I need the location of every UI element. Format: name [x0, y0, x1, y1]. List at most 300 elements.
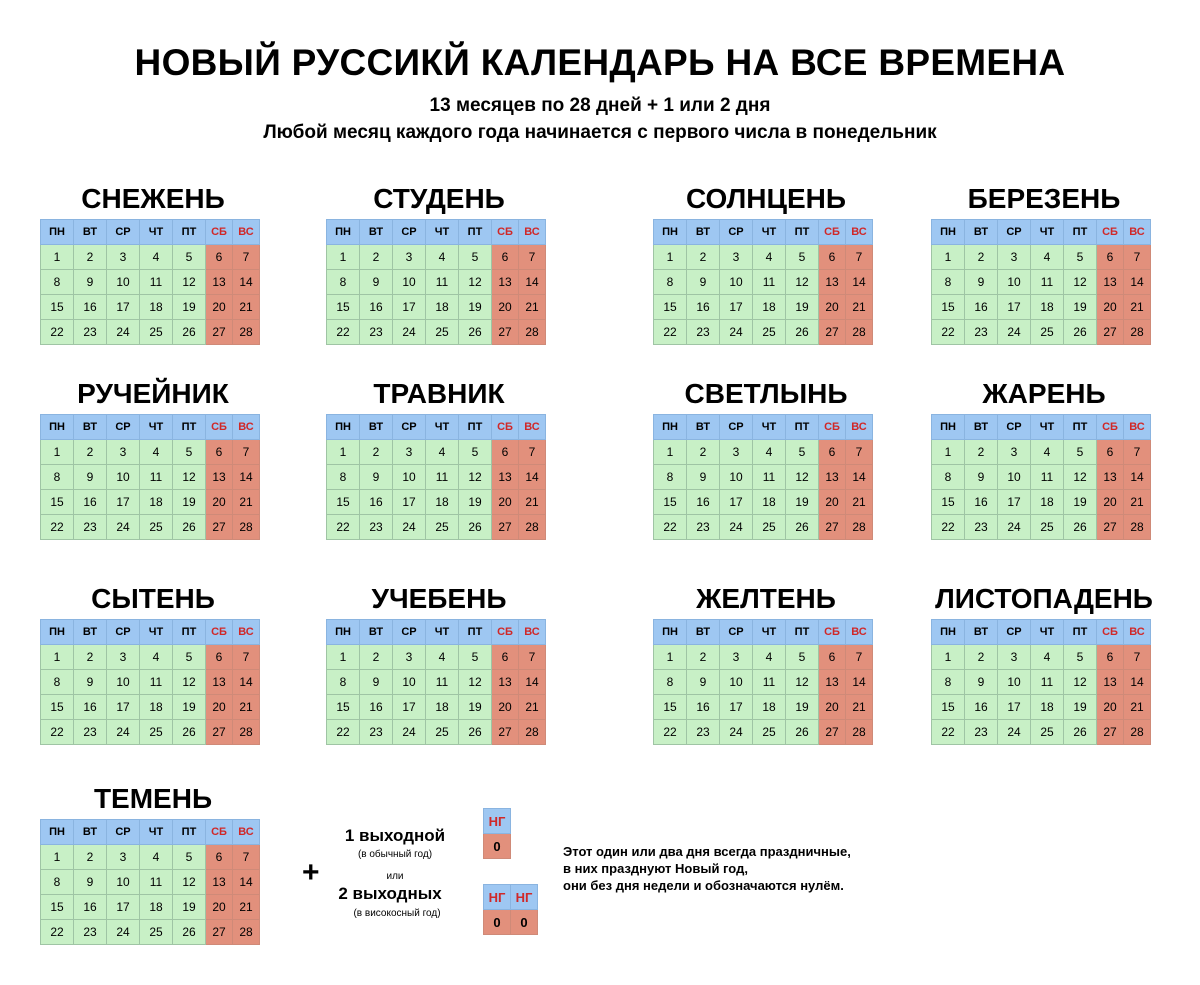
- day-cell: 20: [492, 490, 519, 515]
- day-cell: 15: [654, 490, 687, 515]
- day-cell: 15: [932, 490, 965, 515]
- week-row: [932, 490, 1151, 515]
- day-cell: 19: [786, 295, 819, 320]
- day-cell: 10: [107, 670, 140, 695]
- day-cell: 8: [41, 465, 74, 490]
- day-cell: 22: [654, 515, 687, 540]
- week-row: [41, 645, 260, 670]
- weekday-header: СР: [998, 220, 1031, 245]
- month-table: [40, 619, 260, 745]
- day-cell: 11: [140, 465, 173, 490]
- week-row: [41, 845, 260, 870]
- weekday-header: ВС: [1124, 620, 1151, 645]
- month-table: [326, 414, 546, 540]
- day-cell: 13: [819, 465, 846, 490]
- day-cell: 5: [1064, 245, 1097, 270]
- ng-zero-cell: 0: [484, 910, 511, 935]
- day-cell: 23: [965, 720, 998, 745]
- ng-zero-cell: 0: [484, 834, 511, 859]
- day-cell: 10: [998, 670, 1031, 695]
- day-cell: 25: [1031, 720, 1064, 745]
- weekday-header-row: [327, 620, 546, 645]
- day-cell: 1: [327, 245, 360, 270]
- day-cell: 23: [687, 320, 720, 345]
- weekday-header: ПТ: [173, 415, 206, 440]
- day-cell: 27: [1097, 320, 1124, 345]
- weekday-header: ЧТ: [753, 620, 786, 645]
- week-row: [41, 720, 260, 745]
- weekday-header: ЧТ: [753, 415, 786, 440]
- day-cell: 8: [327, 270, 360, 295]
- day-cell: 22: [654, 720, 687, 745]
- ng-header: НГ: [484, 809, 511, 834]
- month-table: [931, 619, 1151, 745]
- week-row: [327, 245, 546, 270]
- month-table: [40, 219, 260, 345]
- day-cell: 11: [426, 670, 459, 695]
- day-cell: 17: [393, 695, 426, 720]
- day-cell: 26: [459, 720, 492, 745]
- day-cell: 27: [492, 720, 519, 745]
- day-cell: 28: [233, 515, 260, 540]
- weekday-header: ВТ: [965, 620, 998, 645]
- weekday-header: ЧТ: [753, 220, 786, 245]
- day-cell: 4: [1031, 645, 1064, 670]
- day-cell: 27: [206, 320, 233, 345]
- week-row: [932, 465, 1151, 490]
- weekday-header: ПТ: [459, 220, 492, 245]
- day-cell: 25: [140, 320, 173, 345]
- day-cell: 7: [233, 440, 260, 465]
- weekday-header: ЧТ: [426, 220, 459, 245]
- day-cell: 21: [519, 490, 546, 515]
- day-cell: 14: [233, 670, 260, 695]
- day-cell: 10: [393, 670, 426, 695]
- day-cell: 7: [846, 245, 873, 270]
- month-table: [40, 414, 260, 540]
- day-cell: 11: [753, 670, 786, 695]
- day-cell: 6: [819, 645, 846, 670]
- weekday-header: ВТ: [965, 415, 998, 440]
- day-cell: 14: [1124, 270, 1151, 295]
- day-cell: 9: [965, 465, 998, 490]
- day-cell: 13: [1097, 465, 1124, 490]
- day-cell: 10: [998, 465, 1031, 490]
- day-cell: 11: [753, 465, 786, 490]
- day-cell: 28: [1124, 320, 1151, 345]
- day-cell: 12: [173, 670, 206, 695]
- day-cell: 24: [998, 320, 1031, 345]
- day-cell: 11: [426, 270, 459, 295]
- day-cell: 27: [819, 320, 846, 345]
- week-row: [932, 270, 1151, 295]
- day-cell: 2: [360, 440, 393, 465]
- day-cell: 23: [687, 720, 720, 745]
- weekday-header: СБ: [206, 820, 233, 845]
- day-cell: 11: [140, 670, 173, 695]
- day-cell: 25: [753, 320, 786, 345]
- weekday-header: ВТ: [687, 620, 720, 645]
- two-days-label: 2 выходных: [338, 884, 442, 903]
- day-cell: 19: [786, 490, 819, 515]
- day-cell: 19: [459, 695, 492, 720]
- day-cell: 18: [140, 695, 173, 720]
- day-cell: 15: [932, 695, 965, 720]
- day-cell: 8: [932, 270, 965, 295]
- day-cell: 20: [206, 895, 233, 920]
- day-cell: 21: [1124, 295, 1151, 320]
- day-cell: 11: [1031, 670, 1064, 695]
- day-cell: 6: [206, 440, 233, 465]
- day-cell: 8: [327, 465, 360, 490]
- day-cell: 25: [753, 515, 786, 540]
- month-name: СНЕЖЕНЬ: [81, 183, 225, 214]
- weekday-header: СБ: [819, 220, 846, 245]
- day-cell: 3: [998, 245, 1031, 270]
- day-cell: 8: [654, 465, 687, 490]
- day-cell: 10: [720, 465, 753, 490]
- day-cell: 22: [327, 515, 360, 540]
- weekday-header: ВТ: [965, 220, 998, 245]
- day-cell: 10: [107, 270, 140, 295]
- day-cell: 8: [41, 870, 74, 895]
- day-cell: 24: [107, 320, 140, 345]
- day-cell: 12: [173, 870, 206, 895]
- weekday-header: ЧТ: [1031, 220, 1064, 245]
- day-cell: 13: [492, 270, 519, 295]
- weekday-header: ПН: [327, 620, 360, 645]
- day-cell: 7: [233, 245, 260, 270]
- day-cell: 18: [753, 490, 786, 515]
- day-cell: 5: [173, 440, 206, 465]
- ng-zero-cell: 0: [511, 910, 538, 935]
- day-cell: 20: [206, 490, 233, 515]
- month-table: [326, 619, 546, 745]
- day-cell: 13: [492, 465, 519, 490]
- month-name: ЖАРЕНЬ: [982, 378, 1106, 409]
- day-cell: 19: [459, 295, 492, 320]
- day-cell: 14: [233, 465, 260, 490]
- month-table: [326, 219, 546, 345]
- day-cell: 24: [107, 920, 140, 945]
- weekday-header: СБ: [819, 620, 846, 645]
- day-cell: 5: [786, 645, 819, 670]
- day-cell: 23: [74, 920, 107, 945]
- day-cell: 24: [393, 515, 426, 540]
- day-cell: 4: [1031, 245, 1064, 270]
- weekday-header-row: [41, 220, 260, 245]
- day-cell: 13: [206, 465, 233, 490]
- week-row: [41, 870, 260, 895]
- day-cell: 5: [173, 845, 206, 870]
- weekday-header: СР: [393, 620, 426, 645]
- day-cell: 11: [1031, 465, 1064, 490]
- day-cell: 14: [233, 270, 260, 295]
- day-cell: 18: [140, 490, 173, 515]
- day-cell: 3: [998, 645, 1031, 670]
- day-cell: 12: [459, 465, 492, 490]
- day-cell: 14: [1124, 670, 1151, 695]
- day-cell: 3: [107, 245, 140, 270]
- note-line: они без дня недели и обозначаются нулём.: [563, 878, 844, 893]
- week-row: [41, 695, 260, 720]
- day-cell: 17: [720, 695, 753, 720]
- day-cell: 22: [932, 720, 965, 745]
- day-cell: 7: [846, 645, 873, 670]
- day-cell: 16: [965, 295, 998, 320]
- weekday-header: СР: [720, 620, 753, 645]
- new-year-note: [563, 843, 851, 894]
- day-cell: 21: [519, 695, 546, 720]
- week-row: [932, 695, 1151, 720]
- day-cell: 13: [206, 270, 233, 295]
- day-cell: 28: [519, 320, 546, 345]
- day-cell: 6: [206, 845, 233, 870]
- month-name: СВЕТЛЫНЬ: [684, 378, 848, 409]
- day-cell: 9: [965, 670, 998, 695]
- day-cell: 3: [720, 440, 753, 465]
- day-cell: 24: [107, 515, 140, 540]
- day-cell: 12: [786, 270, 819, 295]
- day-cell: 15: [41, 295, 74, 320]
- weekday-header: ЧТ: [140, 820, 173, 845]
- day-cell: 15: [41, 695, 74, 720]
- day-cell: 1: [932, 645, 965, 670]
- day-cell: 3: [107, 645, 140, 670]
- week-row: [327, 295, 546, 320]
- day-cell: 5: [786, 245, 819, 270]
- week-row: [327, 645, 546, 670]
- day-cell: 1: [327, 645, 360, 670]
- month-name: РУЧЕЙНИК: [77, 378, 229, 409]
- day-cell: 2: [687, 645, 720, 670]
- two-days-note: (в високосный год): [353, 908, 441, 919]
- day-cell: 4: [753, 645, 786, 670]
- week-row: [654, 720, 873, 745]
- weekday-header: ПН: [932, 620, 965, 645]
- day-cell: 11: [140, 270, 173, 295]
- day-cell: 19: [1064, 295, 1097, 320]
- day-cell: 8: [654, 670, 687, 695]
- week-row: [932, 245, 1151, 270]
- weekday-header: ВС: [233, 415, 260, 440]
- month-table: [931, 414, 1151, 540]
- weekday-header: ВС: [846, 415, 873, 440]
- subtitle-start: Любой месяц каждого года начинается с первого числа в понедельник: [263, 122, 937, 143]
- day-cell: 28: [846, 515, 873, 540]
- day-cell: 24: [720, 515, 753, 540]
- day-cell: 8: [41, 670, 74, 695]
- weekday-header-row: [327, 220, 546, 245]
- day-cell: 23: [74, 720, 107, 745]
- weekday-header-row: [654, 620, 873, 645]
- day-cell: 20: [492, 295, 519, 320]
- weekday-header: ВТ: [74, 220, 107, 245]
- day-cell: 19: [173, 695, 206, 720]
- day-cell: 20: [819, 295, 846, 320]
- day-cell: 22: [41, 920, 74, 945]
- week-row: [41, 270, 260, 295]
- day-cell: 16: [74, 895, 107, 920]
- day-cell: 5: [459, 245, 492, 270]
- day-cell: 6: [1097, 440, 1124, 465]
- day-cell: 27: [206, 720, 233, 745]
- day-cell: 5: [459, 645, 492, 670]
- day-cell: 7: [1124, 440, 1151, 465]
- day-cell: 4: [753, 440, 786, 465]
- day-cell: 12: [786, 465, 819, 490]
- day-cell: 26: [1064, 320, 1097, 345]
- month-name: ЛИСТОПАДЕНЬ: [935, 583, 1153, 614]
- week-row: [327, 670, 546, 695]
- weekday-header: ВТ: [360, 220, 393, 245]
- week-row: [654, 645, 873, 670]
- day-cell: 17: [107, 895, 140, 920]
- weekday-header: СР: [393, 220, 426, 245]
- weekday-header: ПН: [327, 415, 360, 440]
- day-cell: 17: [107, 695, 140, 720]
- day-cell: 3: [393, 440, 426, 465]
- day-cell: 16: [687, 490, 720, 515]
- day-cell: 23: [360, 720, 393, 745]
- weekday-header: ПН: [327, 220, 360, 245]
- week-row: [41, 440, 260, 465]
- day-cell: 23: [360, 515, 393, 540]
- day-cell: 27: [1097, 720, 1124, 745]
- day-cell: 19: [173, 490, 206, 515]
- month-name: УЧЕБЕНЬ: [371, 583, 507, 614]
- day-cell: 18: [1031, 490, 1064, 515]
- day-cell: 9: [74, 465, 107, 490]
- day-cell: 14: [846, 270, 873, 295]
- day-cell: 26: [786, 720, 819, 745]
- week-row: [932, 295, 1151, 320]
- month-name: СТУДЕНЬ: [373, 183, 505, 214]
- week-row: [654, 465, 873, 490]
- day-cell: 6: [819, 245, 846, 270]
- day-cell: 19: [1064, 695, 1097, 720]
- day-cell: 20: [1097, 490, 1124, 515]
- day-cell: 21: [846, 695, 873, 720]
- weekday-header: ВТ: [687, 415, 720, 440]
- week-row: [654, 245, 873, 270]
- day-cell: 12: [1064, 270, 1097, 295]
- day-cell: 28: [1124, 515, 1151, 540]
- day-cell: 8: [932, 465, 965, 490]
- day-cell: 15: [654, 295, 687, 320]
- week-row: [327, 465, 546, 490]
- day-cell: 9: [687, 670, 720, 695]
- day-cell: 1: [932, 245, 965, 270]
- weekday-header-row: [654, 415, 873, 440]
- day-cell: 1: [654, 645, 687, 670]
- day-cell: 16: [687, 295, 720, 320]
- note-line: в них празднуют Новый год,: [563, 861, 748, 876]
- day-cell: 24: [998, 720, 1031, 745]
- day-cell: 24: [393, 320, 426, 345]
- day-cell: 6: [206, 645, 233, 670]
- day-cell: 21: [1124, 490, 1151, 515]
- day-cell: 2: [74, 245, 107, 270]
- plus-sign: +: [302, 856, 320, 889]
- day-cell: 2: [74, 645, 107, 670]
- day-cell: 20: [819, 490, 846, 515]
- day-cell: 16: [965, 490, 998, 515]
- day-cell: 10: [107, 465, 140, 490]
- weekday-header: СБ: [1097, 220, 1124, 245]
- day-cell: 11: [140, 870, 173, 895]
- day-cell: 9: [74, 270, 107, 295]
- day-cell: 3: [107, 440, 140, 465]
- day-cell: 22: [327, 320, 360, 345]
- one-day-label: 1 выходной: [344, 826, 446, 845]
- day-cell: 3: [107, 845, 140, 870]
- day-cell: 26: [786, 515, 819, 540]
- day-cell: 7: [233, 645, 260, 670]
- day-cell: 27: [1097, 515, 1124, 540]
- day-cell: 1: [41, 440, 74, 465]
- weekday-header: СБ: [1097, 415, 1124, 440]
- weekday-header: ВТ: [74, 620, 107, 645]
- day-cell: 2: [360, 245, 393, 270]
- week-row: [654, 515, 873, 540]
- day-cell: 9: [360, 465, 393, 490]
- day-cell: 25: [1031, 320, 1064, 345]
- day-cell: 18: [1031, 295, 1064, 320]
- day-cell: 27: [206, 920, 233, 945]
- weekday-header: СР: [107, 415, 140, 440]
- day-cell: 11: [1031, 270, 1064, 295]
- day-cell: 22: [932, 515, 965, 540]
- day-cell: 16: [74, 490, 107, 515]
- day-cell: 10: [720, 270, 753, 295]
- weekday-header: СБ: [206, 620, 233, 645]
- weekday-header: ПН: [654, 220, 687, 245]
- week-row: [654, 670, 873, 695]
- day-cell: 10: [720, 670, 753, 695]
- week-row: [654, 320, 873, 345]
- month-table: [40, 819, 260, 945]
- day-cell: 28: [519, 515, 546, 540]
- day-cell: 26: [1064, 720, 1097, 745]
- month-name: ЖЕЛТЕНЬ: [696, 583, 836, 614]
- day-cell: 13: [492, 670, 519, 695]
- day-cell: 21: [233, 295, 260, 320]
- weekday-header: ЧТ: [1031, 620, 1064, 645]
- day-cell: 13: [819, 270, 846, 295]
- day-cell: 4: [140, 845, 173, 870]
- day-cell: 10: [393, 465, 426, 490]
- day-cell: 16: [360, 295, 393, 320]
- weekday-header: СР: [998, 415, 1031, 440]
- day-cell: 2: [965, 245, 998, 270]
- day-cell: 27: [206, 515, 233, 540]
- weekday-header: СР: [720, 220, 753, 245]
- week-row: [654, 695, 873, 720]
- day-cell: 5: [786, 440, 819, 465]
- day-cell: 17: [998, 695, 1031, 720]
- day-cell: 20: [492, 695, 519, 720]
- day-cell: 16: [360, 490, 393, 515]
- day-cell: 23: [965, 515, 998, 540]
- week-row: [327, 695, 546, 720]
- weekday-header: СБ: [206, 415, 233, 440]
- weekday-header: ВС: [233, 620, 260, 645]
- day-cell: 28: [519, 720, 546, 745]
- day-cell: 22: [327, 720, 360, 745]
- weekday-header: ПТ: [1064, 620, 1097, 645]
- day-cell: 28: [846, 720, 873, 745]
